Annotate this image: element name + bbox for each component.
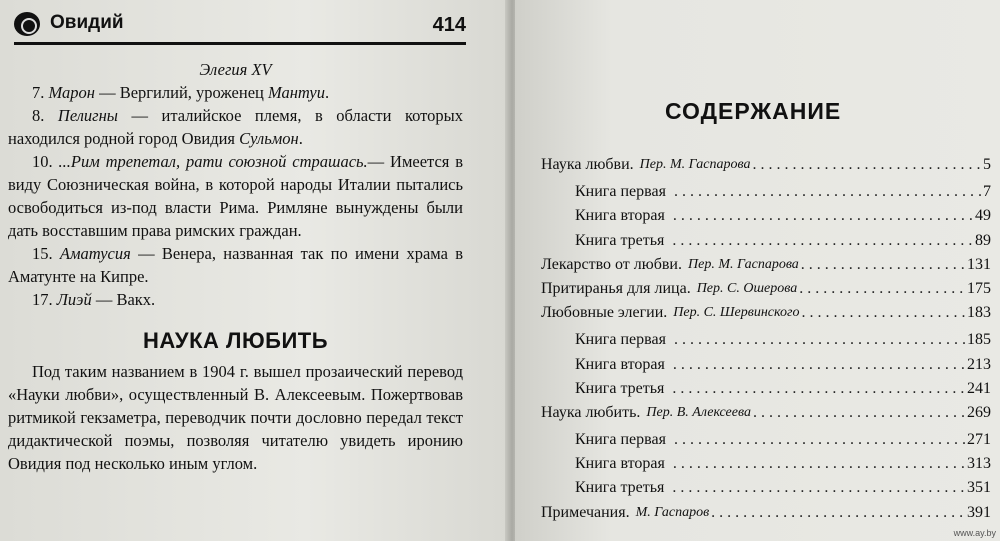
toc-page-number: 7 bbox=[983, 183, 991, 201]
toc-leader-dots bbox=[672, 229, 973, 253]
toc-label: Книга первая bbox=[575, 183, 666, 201]
toc-entry bbox=[541, 153, 991, 177]
toc-translator: Пер. С. Ошерова bbox=[696, 280, 798, 296]
notes-heading: Элегия XV bbox=[199, 60, 272, 79]
note-term: Марон bbox=[48, 83, 95, 102]
toc-leader-dots bbox=[801, 301, 965, 325]
note-tail: . bbox=[325, 83, 330, 102]
toc-entry bbox=[541, 253, 991, 277]
toc-label: Книга вторая bbox=[575, 207, 665, 225]
table-of-contents bbox=[541, 153, 991, 525]
contents-title: СОДЕРЖАНИЕ bbox=[665, 98, 842, 124]
page-number: 414 bbox=[432, 14, 466, 36]
toc-leader-dots bbox=[674, 428, 965, 452]
toc-label: Книга третья bbox=[575, 479, 665, 497]
toc-label: Наука любви. bbox=[541, 156, 634, 173]
notes-list bbox=[8, 81, 463, 311]
toc-label: Примечания. bbox=[541, 503, 630, 521]
toc-page-number: 49 bbox=[975, 207, 991, 225]
note-item bbox=[8, 288, 463, 311]
note-text: — италийское племя, в области которых находился родной город Овидия bbox=[8, 106, 464, 148]
toc-entry bbox=[541, 277, 991, 301]
toc-label: Книга вторая bbox=[575, 355, 665, 373]
note-text: — Венера, названная так по имени храма в Аматунте на Кипре. bbox=[8, 244, 463, 286]
toc-label: Наука любить. bbox=[541, 403, 641, 421]
section-title: НАУКА ЛЮБИТЬ bbox=[142, 328, 329, 353]
note-num: 17. bbox=[32, 290, 53, 309]
toc-page-number: 183 bbox=[967, 304, 991, 322]
note-num: 7. bbox=[32, 83, 45, 102]
note-item bbox=[8, 242, 463, 288]
note-item bbox=[8, 150, 463, 242]
toc-leader-dots bbox=[753, 401, 965, 425]
note-text: — Имеется в виду Союзническая война, в которой народы Италии пытались освободиться из-под власти Рима. Римляне вынуждены были дать восставшим права римских граждан. bbox=[8, 152, 464, 240]
note-text: — Вергилий, уроженец bbox=[94, 83, 268, 102]
toc-label: Книга третья bbox=[575, 231, 665, 249]
note-item bbox=[8, 81, 463, 104]
toc-translator: Пер. С. Шервинского bbox=[673, 305, 800, 321]
publisher-logo-icon bbox=[14, 12, 40, 36]
running-head bbox=[14, 8, 466, 45]
toc-label: Книга первая bbox=[575, 331, 666, 349]
toc-label: Книга третья bbox=[575, 379, 665, 397]
toc-leader-dots bbox=[752, 153, 981, 177]
note-num: 10. bbox=[32, 152, 53, 171]
note-num: 8. bbox=[32, 106, 45, 125]
toc-translator: Пер. М. Гаспарова bbox=[688, 256, 799, 272]
note-num: 15. bbox=[32, 244, 53, 263]
note-term: Пелигны bbox=[57, 106, 118, 125]
toc-page-number: 175 bbox=[967, 279, 991, 297]
toc-entry bbox=[541, 377, 991, 401]
toc-entry bbox=[541, 301, 991, 325]
toc-leader-dots bbox=[674, 180, 981, 204]
note-text: — Вакх. bbox=[91, 290, 156, 309]
toc-entry bbox=[541, 353, 991, 377]
toc-entry bbox=[541, 229, 991, 253]
toc-entry bbox=[541, 452, 991, 476]
toc-leader-dots bbox=[673, 353, 965, 377]
note-term: ...Рим трепетал, рати союзной страшась. bbox=[58, 152, 368, 171]
toc-entry bbox=[541, 428, 991, 452]
note-item bbox=[8, 104, 463, 150]
toc-page-number: 391 bbox=[967, 503, 991, 521]
toc-entry bbox=[541, 501, 991, 525]
right-page bbox=[515, 0, 1000, 541]
toc-label: Книга первая bbox=[575, 431, 666, 449]
toc-page-number: 313 bbox=[967, 455, 991, 473]
toc-leader-dots bbox=[674, 328, 965, 352]
toc-leader-dots bbox=[673, 204, 973, 228]
toc-label: Притиранья для лица. bbox=[541, 279, 691, 297]
watermark: www.ay.by bbox=[953, 528, 996, 538]
toc-translator: Пер. В. Алексеева bbox=[646, 404, 751, 420]
toc-page-number: 89 bbox=[975, 231, 991, 249]
toc-page-number: 185 bbox=[967, 331, 991, 349]
toc-page-number: 213 bbox=[967, 355, 991, 373]
toc-entry bbox=[541, 476, 991, 500]
toc-leader-dots bbox=[673, 452, 965, 476]
toc-leader-dots bbox=[711, 501, 965, 525]
toc-leader-dots bbox=[672, 476, 965, 500]
toc-leader-dots bbox=[799, 277, 965, 301]
toc-page-number: 271 bbox=[967, 431, 991, 449]
toc-page-number: 5 bbox=[983, 156, 991, 173]
note-term: Лиэй bbox=[56, 290, 92, 309]
toc-page-number: 241 bbox=[967, 379, 991, 397]
note-tail: . bbox=[298, 129, 303, 148]
toc-entry bbox=[541, 401, 991, 425]
toc-leader-dots bbox=[801, 253, 965, 277]
toc-label: Любовные элегии. bbox=[541, 304, 668, 322]
note-term: Аматусия bbox=[59, 244, 131, 263]
toc-label: Книга вторая bbox=[575, 455, 665, 473]
toc-translator: Пер. М. Гаспарова bbox=[639, 157, 751, 172]
section-paragraph: Под таким названием в 1904 г. вышел прозаический перевод «Науки любви», осуществленный В. Алексеевым. Пожертвовав ритмикой гекзаметра, переводчик почти дословно передал текст дидактической поэмы, позволяя читателю увидеть иронию Овидия под несколько иным углом. bbox=[8, 362, 463, 473]
toc-page-number: 131 bbox=[967, 255, 991, 273]
toc-page-number: 351 bbox=[967, 479, 991, 497]
toc-entry bbox=[541, 328, 991, 352]
toc-entry bbox=[541, 204, 991, 228]
notes-block bbox=[8, 58, 463, 475]
toc-page-number: 269 bbox=[967, 403, 991, 421]
toc-translator: М. Гаспаров bbox=[635, 504, 710, 520]
toc-leader-dots bbox=[672, 377, 965, 401]
toc-label: Лекарство от любви. bbox=[541, 255, 682, 273]
note-term2: Мантуи bbox=[267, 83, 326, 102]
toc-entry bbox=[541, 180, 991, 204]
note-term2: Сульмон bbox=[239, 129, 299, 148]
running-head-author: Овидий bbox=[50, 12, 124, 33]
